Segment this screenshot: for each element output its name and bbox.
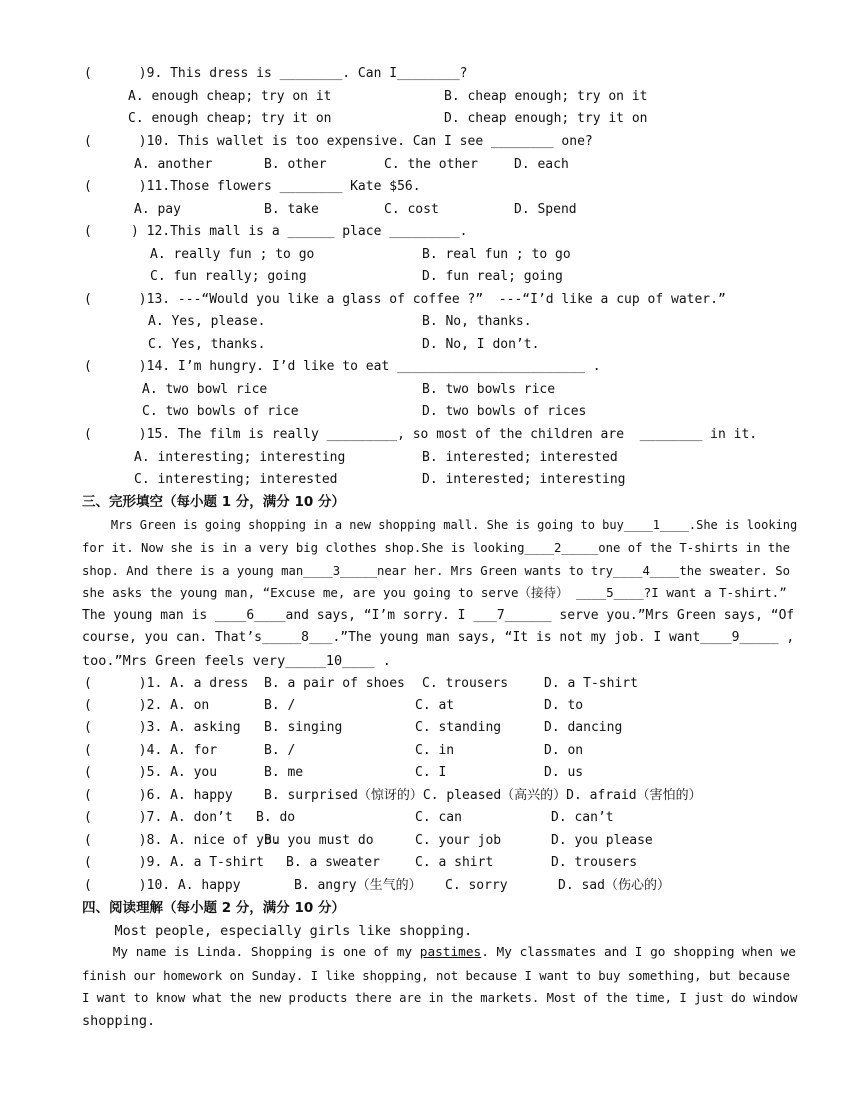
answer-a: ( )2. A. on (84, 698, 210, 713)
option-b: B. take (264, 202, 319, 217)
answer-c: C. can (415, 810, 462, 825)
option-c: C. fun really; going (150, 269, 307, 284)
underlined-word: pastimes (419, 945, 482, 960)
cloze-line: for it. Now she is in a very big clothes shop.She is looking____2_____one of the T-shirts in the (82, 541, 791, 555)
cloze-line: she asks the young man, “Excuse me, are you going to serve（接待） ____5____?I want a T-shirt.” (82, 585, 787, 600)
cloze-line: shop. And there is a young man____3_____near her. Mrs Green wants to try____4____the sweater. So (82, 564, 791, 578)
answer-d: D. dancing (544, 720, 623, 735)
answer-b: B. do (256, 810, 296, 825)
answer-a: ( )5. A. you (84, 765, 218, 780)
section-3-title: 三、完形填空（每小题 1 分，满分 10 分） (82, 494, 345, 510)
answer-c: C. standing (415, 720, 502, 735)
answer-d: D. trousers (551, 855, 638, 870)
answer-c: C. sorry (445, 878, 508, 893)
answer-b: B. a pair of shoes (264, 676, 405, 691)
option-d: D. interested; interesting (422, 472, 626, 487)
option-d: D. fun real; going (422, 269, 563, 284)
answer-b: B. / (264, 743, 296, 758)
question-stem: ( )14. I’m hungry. I’d like to eat ________________________ . (84, 359, 601, 374)
option-b: B. cheap enough; try on it (444, 89, 648, 104)
answer-a: ( )9. A. a T-shirt (84, 855, 265, 870)
answer-b: B. angry（生气的） (294, 878, 422, 893)
option-a: A. enough cheap; try on it (128, 89, 332, 104)
option-d: D. Spend (514, 202, 577, 217)
answer-b: B. / (264, 698, 296, 713)
reading-paragraph-line: shopping. (82, 1013, 156, 1029)
question-stem: ( )13. ---“Would you like a glass of coffee ?” ---“I’d like a cup of water.” (84, 292, 726, 307)
option-d: D. No, I don’t. (422, 337, 540, 352)
answer-a: ( )6. A. happy (84, 788, 233, 803)
text-span: My name is Linda. Shopping is one of my (82, 945, 420, 960)
answer-c: C. a shirt (415, 855, 494, 870)
answer-d: D. on (544, 743, 584, 758)
answer-a: ( )3. A. asking (84, 720, 241, 735)
answer-b: B. me (264, 765, 304, 780)
option-d: D. each (514, 157, 569, 172)
answer-c: C. I (415, 765, 447, 780)
section-4-title: 四、阅读理解（每小题 2 分，满分 10 分） (82, 900, 345, 916)
option-a: A. two bowl rice (142, 382, 268, 397)
reading-paragraph-line (82, 945, 796, 961)
answer-a: ( )10. A. happy (84, 878, 241, 893)
option-b: B. real fun ; to go (422, 247, 571, 262)
option-b: B. No, thanks. (422, 314, 532, 329)
answer-b: B. a sweater (286, 855, 380, 870)
option-b: B. two bowls rice (422, 382, 556, 397)
reading-paragraph-line: I want to know what the new products there are in the markets. Most of the time, I just do window (82, 991, 798, 1005)
option-a: A. really fun ; to go (150, 247, 315, 262)
option-c: C. interesting; interested (134, 472, 338, 487)
question-stem: ( )15. The film is really _________, so most of the children are ________ in it. (84, 427, 758, 442)
question-stem: ( ) 12.This mall is a ______ place _________. (84, 224, 468, 239)
question-stem: ( )11.Those flowers ________ Kate $56. (84, 179, 421, 194)
option-a: A. interesting; interesting (134, 450, 346, 465)
cloze-line: Mrs Green is going shopping in a new shopping mall. She is going to buy____1____.She is looking (82, 518, 798, 532)
question-stem: ( )9. This dress is ________. Can I________? (84, 66, 468, 81)
reading-intro: Most people, especially girls like shopping. (82, 923, 473, 939)
option-d: D. cheap enough; try it on (444, 111, 648, 126)
option-a: A. Yes, please. (148, 314, 266, 329)
answer-c: C. your job (415, 833, 502, 848)
answer-bcd: B. surprised（惊讶的）C. pleased（高兴的）D. afraid（害怕的） (264, 788, 702, 803)
question-stem: ( )10. This wallet is too expensive. Can I see ________ one? (84, 134, 593, 149)
option-c: C. two bowls of rice (142, 404, 299, 419)
answer-a: ( )7. A. don’t (84, 810, 233, 825)
option-c: C. the other (384, 157, 478, 172)
answer-c: C. at (415, 698, 455, 713)
answer-a: ( )8. A. nice of you (84, 833, 280, 848)
option-c: C. cost (384, 202, 439, 217)
reading-paragraph-line: finish our homework on Sunday. I like shopping, not because I want to buy something, but because (82, 969, 791, 983)
answer-b: B. you must do (264, 833, 374, 848)
answer-d: D. to (544, 698, 584, 713)
answer-d: D. us (544, 765, 584, 780)
cloze-line: course, you can. That’s_____8___.”The young man says, “It is not my job. I want____9_____ , (82, 630, 795, 645)
answer-d: D. you please (551, 833, 653, 848)
option-b: B. interested; interested (422, 450, 618, 465)
cloze-line: The young man is ____6____and says, “I’m sorry. I ___7______ serve you.”Mrs Green says, “Of (82, 608, 795, 623)
option-d: D. two bowls of rices (422, 404, 587, 419)
answer-d: D. a T-shirt (544, 676, 638, 691)
cloze-line: too.”Mrs Green feels very_____10____ . (82, 653, 391, 669)
answer-c: C. in (415, 743, 455, 758)
answer-a: ( )1. A. a dress (84, 676, 249, 691)
answer-c: C. trousers (422, 676, 509, 691)
answer-d: D. sad（伤心的） (558, 878, 670, 893)
answer-b: B. singing (264, 720, 343, 735)
option-c: C. enough cheap; try it on (128, 111, 332, 126)
option-a: A. another (134, 157, 213, 172)
option-a: A. pay (134, 202, 181, 217)
answer-a: ( )4. A. for (84, 743, 218, 758)
text-span: . My classmates and I go shopping when we (481, 945, 796, 960)
answer-d: D. can’t (551, 810, 614, 825)
option-c: C. Yes, thanks. (148, 337, 266, 352)
option-b: B. other (264, 157, 327, 172)
